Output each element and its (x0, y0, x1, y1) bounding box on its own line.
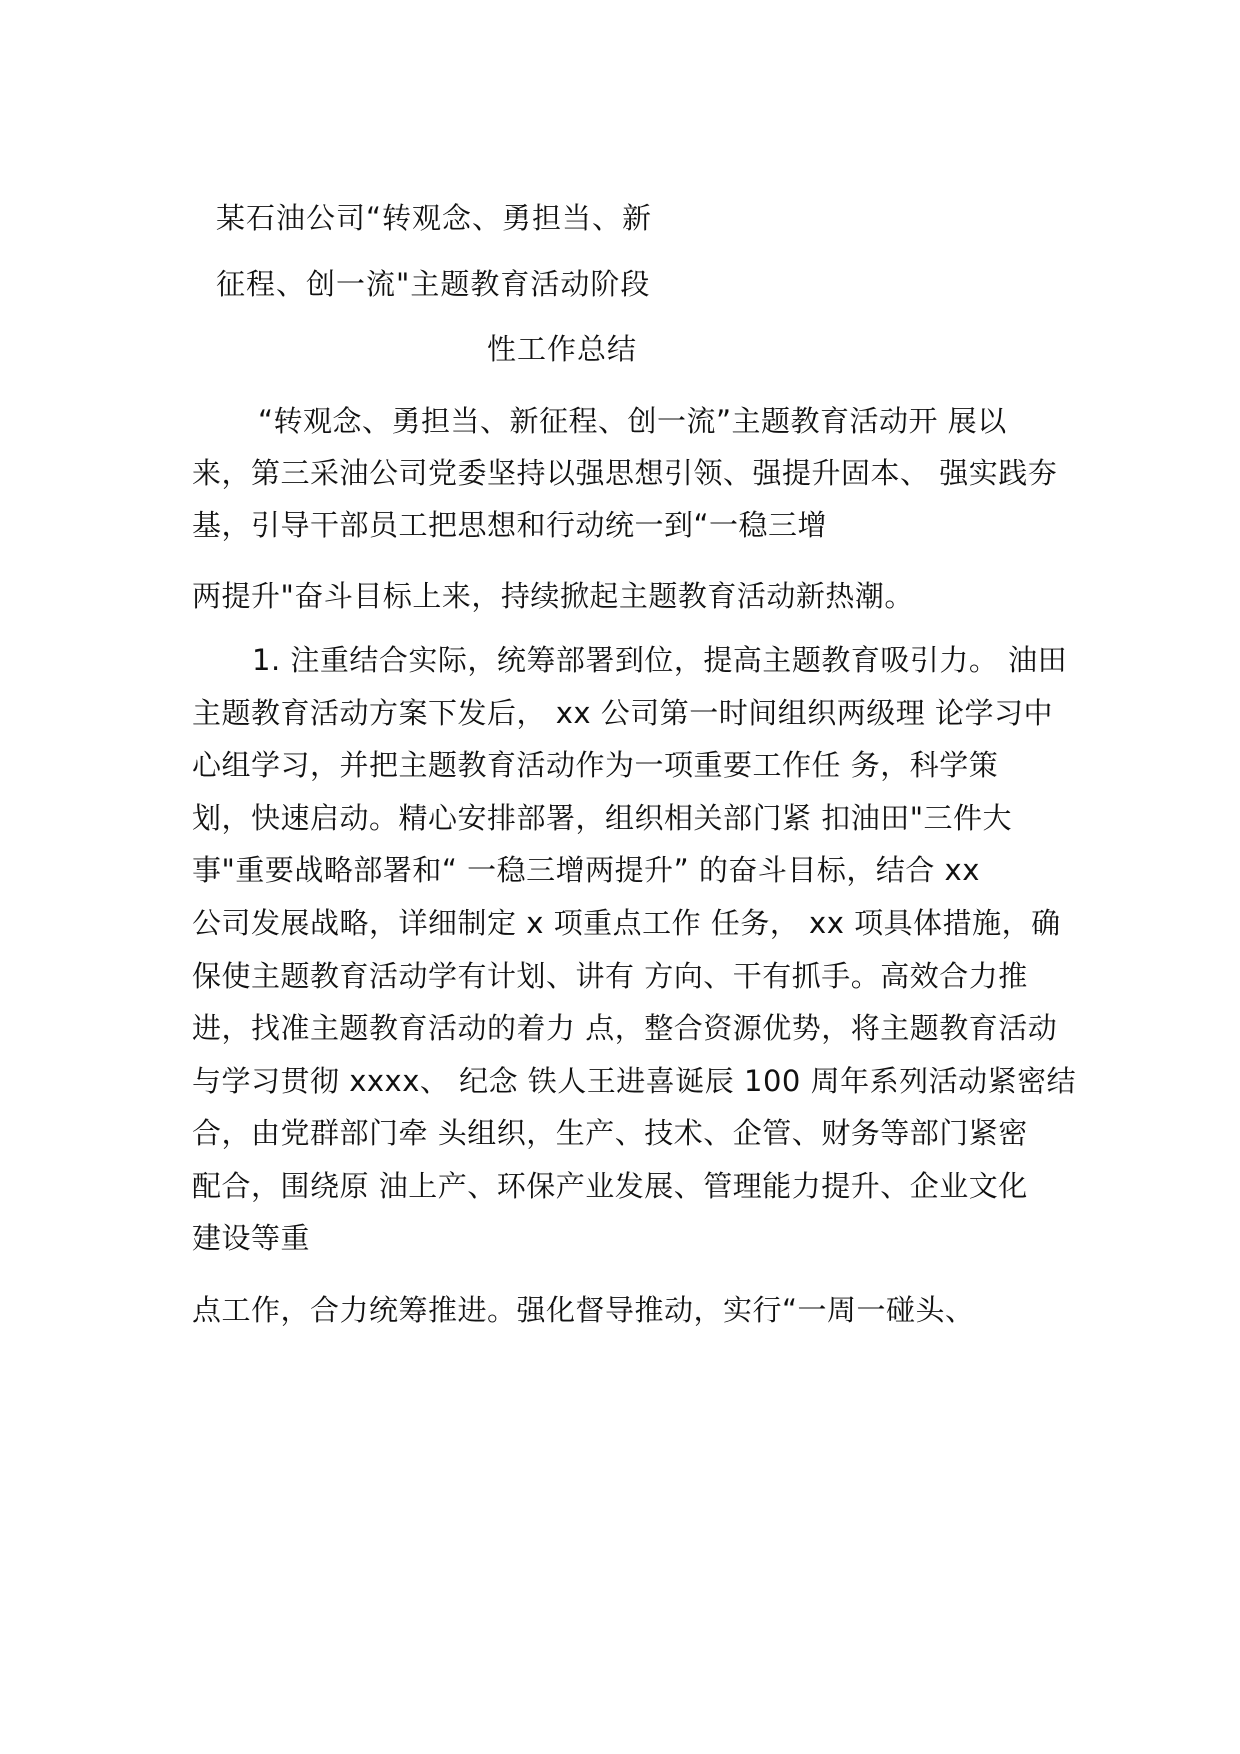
paragraph-2-line-1: 1. 注重结合实际，统筹部署到位，提高主题教育吸引力。 油田 (252, 643, 1068, 677)
title-line-2: 征程、创一流"主题教育活动阶段 (216, 267, 651, 301)
paragraph-2-line-11: 配合，围绕原 油上产、环保产业发展、管理能力提升、企业文化 (192, 1169, 1028, 1203)
paragraph-1-line-3: 基，引导干部员工把思想和行动统一到“一稳三增 (192, 508, 828, 542)
title-line-3: 性工作总结 (487, 332, 638, 366)
paragraph-1-line-1: “转观念、勇担当、新征程、创一流”主题教育活动开 展以 (258, 404, 1007, 438)
title-line-1: 某石油公司“转观念、勇担当、新 (216, 201, 653, 235)
paragraph-2-line-6: 公司发展战略，详细制定 x 项重点工作 任务， xx 项具体措施，确 (192, 906, 1061, 940)
paragraph-2-line-7: 保使主题教育活动学有计划、讲有 方向、干有抓手。高效合力推 (192, 959, 1028, 993)
paragraph-2-line-13: 点工作，合力统筹推进。强化督导推动，实行“一周一碰头、 (192, 1293, 975, 1327)
paragraph-2-line-2: 主题教育活动方案下发后， xx 公司第一时间组织两级理 论学习中 (192, 696, 1053, 730)
paragraph-1-line-2: 来，第三采油公司党委坚持以强思想引领、强提升固本、 强实践夯 (192, 456, 1058, 490)
paragraph-2-line-8: 进，找准主题教育活动的着力 点，整合资源优势，将主题教育活动 (192, 1011, 1058, 1045)
paragraph-2-line-9: 与学习贯彻 xxxx、 纪念 铁人王进喜诞辰 100 周年系列活动紧密结 (192, 1064, 1077, 1098)
paragraph-2-line-10: 合，由党群部门牵 头组织，生产、技术、企管、财务等部门紧密 (192, 1116, 1028, 1150)
paragraph-2-line-5: 事"重要战略部署和“ 一稳三增两提升” 的奋斗目标，结合 xx (192, 853, 980, 887)
paragraph-2-line-12: 建设等重 (192, 1221, 311, 1255)
paragraph-2-line-4: 划，快速启动。精心安排部署，组织相关部门紧 扣油田"三件大 (192, 801, 1013, 835)
paragraph-1-line-4: 两提升"奋斗目标上来，持续掀起主题教育活动新热潮。 (192, 579, 914, 613)
paragraph-2-line-3: 心组学习，并把主题教育活动作为一项重要工作任 务，科学策 (192, 748, 999, 782)
